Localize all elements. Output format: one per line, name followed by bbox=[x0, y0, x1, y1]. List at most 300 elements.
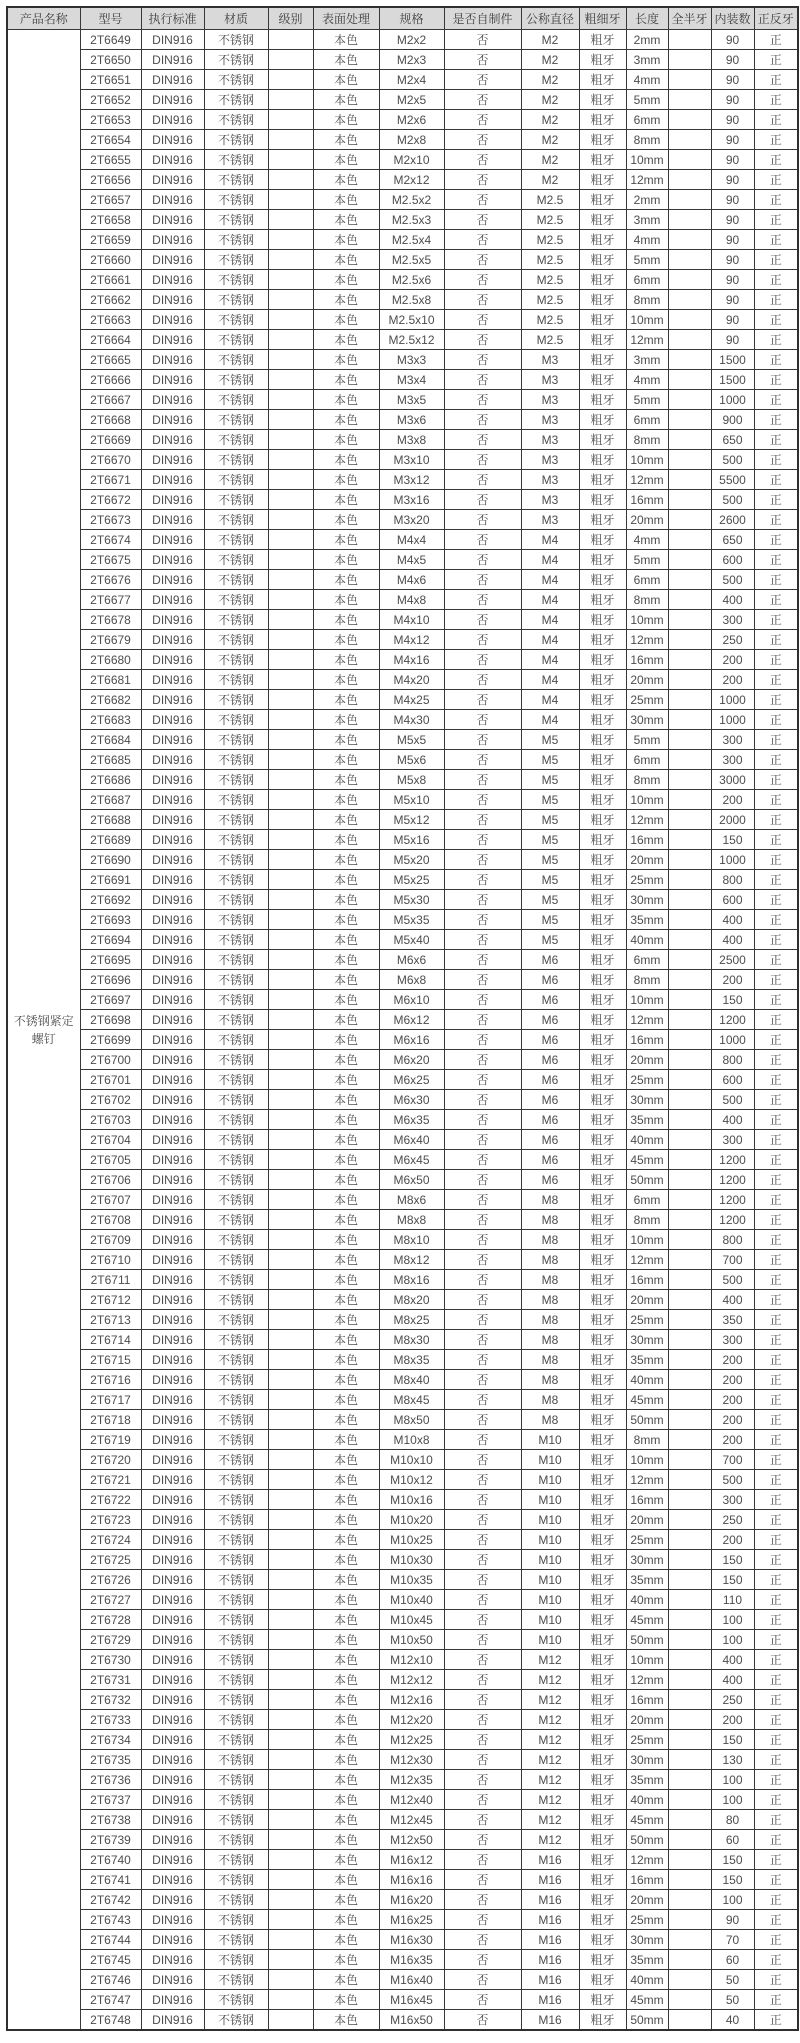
cell-pack-qty: 60 bbox=[711, 1830, 754, 1850]
cell-surface-treatment: 本色 bbox=[313, 810, 379, 830]
cell-surface-treatment: 本色 bbox=[313, 1910, 379, 1930]
cell-surface-treatment: 本色 bbox=[313, 190, 379, 210]
cell-direction: 正 bbox=[754, 1990, 798, 2010]
table-row bbox=[7, 1410, 798, 1430]
cell-grade bbox=[268, 90, 313, 110]
cell-full-half-thread bbox=[668, 1690, 711, 1710]
cell-pack-qty: 500 bbox=[711, 1470, 754, 1490]
table-row bbox=[7, 230, 798, 250]
cell-pack-qty: 300 bbox=[711, 610, 754, 630]
cell-surface-treatment: 本色 bbox=[313, 1250, 379, 1270]
cell-grade bbox=[268, 510, 313, 530]
cell-thread-type: 粗牙 bbox=[579, 1430, 626, 1450]
table-row bbox=[7, 910, 798, 930]
cell-spec: M2x4 bbox=[379, 70, 444, 90]
cell-direction: 正 bbox=[754, 590, 798, 610]
cell-grade bbox=[268, 110, 313, 130]
cell-thread-type: 粗牙 bbox=[579, 550, 626, 570]
cell-model: 2T6711 bbox=[80, 1270, 141, 1290]
cell-standard: DIN916 bbox=[141, 550, 204, 570]
cell-standard: DIN916 bbox=[141, 570, 204, 590]
cell-direction: 正 bbox=[754, 30, 798, 50]
cell-pack-qty: 150 bbox=[711, 1570, 754, 1590]
cell-surface-treatment: 本色 bbox=[313, 1510, 379, 1530]
cell-spec: M2.5x10 bbox=[379, 310, 444, 330]
cell-model: 2T6709 bbox=[80, 1230, 141, 1250]
cell-surface-treatment: 本色 bbox=[313, 1950, 379, 1970]
cell-material: 不锈钢 bbox=[204, 1750, 268, 1770]
cell-surface-treatment: 本色 bbox=[313, 350, 379, 370]
cell-thread-type: 粗牙 bbox=[579, 610, 626, 630]
cell-full-half-thread bbox=[668, 250, 711, 270]
cell-standard: DIN916 bbox=[141, 1030, 204, 1050]
cell-full-half-thread bbox=[668, 1010, 711, 1030]
cell-length: 4mm bbox=[626, 70, 668, 90]
table-row bbox=[7, 1470, 798, 1490]
cell-surface-treatment: 本色 bbox=[313, 1690, 379, 1710]
cell-length: 10mm bbox=[626, 610, 668, 630]
cell-length: 20mm bbox=[626, 1890, 668, 1910]
cell-thread-type: 粗牙 bbox=[579, 970, 626, 990]
cell-standard: DIN916 bbox=[141, 290, 204, 310]
cell-model: 2T6746 bbox=[80, 1970, 141, 1990]
cell-nominal-diameter: M16 bbox=[521, 1890, 579, 1910]
cell-surface-treatment: 本色 bbox=[313, 1810, 379, 1830]
column-header-product-name: 产品名称 bbox=[7, 7, 80, 30]
cell-grade bbox=[268, 710, 313, 730]
cell-grade bbox=[268, 70, 313, 90]
cell-material: 不锈钢 bbox=[204, 1050, 268, 1070]
table-row bbox=[7, 1430, 798, 1450]
cell-grade bbox=[268, 1870, 313, 1890]
cell-direction: 正 bbox=[754, 1430, 798, 1450]
cell-thread-type: 粗牙 bbox=[579, 1470, 626, 1490]
cell-direction: 正 bbox=[754, 1230, 798, 1250]
cell-length: 10mm bbox=[626, 990, 668, 1010]
cell-self-made: 否 bbox=[444, 950, 521, 970]
cell-self-made: 否 bbox=[444, 270, 521, 290]
cell-surface-treatment: 本色 bbox=[313, 1990, 379, 2010]
cell-direction: 正 bbox=[754, 1810, 798, 1830]
cell-length: 6mm bbox=[626, 110, 668, 130]
cell-standard: DIN916 bbox=[141, 670, 204, 690]
cell-material: 不锈钢 bbox=[204, 1910, 268, 1930]
cell-nominal-diameter: M2.5 bbox=[521, 330, 579, 350]
cell-material: 不锈钢 bbox=[204, 1530, 268, 1550]
cell-length: 40mm bbox=[626, 1130, 668, 1150]
cell-model: 2T6676 bbox=[80, 570, 141, 590]
cell-material: 不锈钢 bbox=[204, 890, 268, 910]
cell-material: 不锈钢 bbox=[204, 1170, 268, 1190]
cell-pack-qty: 400 bbox=[711, 1650, 754, 1670]
cell-direction: 正 bbox=[754, 1770, 798, 1790]
cell-thread-type: 粗牙 bbox=[579, 350, 626, 370]
cell-nominal-diameter: M16 bbox=[521, 1870, 579, 1890]
cell-pack-qty: 90 bbox=[711, 30, 754, 50]
cell-direction: 正 bbox=[754, 550, 798, 570]
cell-full-half-thread bbox=[668, 1070, 711, 1090]
cell-self-made: 否 bbox=[444, 690, 521, 710]
cell-direction: 正 bbox=[754, 1870, 798, 1890]
cell-full-half-thread bbox=[668, 1490, 711, 1510]
cell-thread-type: 粗牙 bbox=[579, 1990, 626, 2010]
cell-length: 40mm bbox=[626, 1370, 668, 1390]
cell-material: 不锈钢 bbox=[204, 390, 268, 410]
cell-thread-type: 粗牙 bbox=[579, 1970, 626, 1990]
cell-surface-treatment: 本色 bbox=[313, 1050, 379, 1070]
cell-material: 不锈钢 bbox=[204, 1290, 268, 1310]
cell-nominal-diameter: M12 bbox=[521, 1810, 579, 1830]
cell-nominal-diameter: M10 bbox=[521, 1430, 579, 1450]
cell-spec: M8x6 bbox=[379, 1190, 444, 1210]
cell-standard: DIN916 bbox=[141, 1890, 204, 1910]
cell-full-half-thread bbox=[668, 30, 711, 50]
cell-length: 12mm bbox=[626, 1850, 668, 1870]
cell-nominal-diameter: M16 bbox=[521, 1950, 579, 1970]
cell-material: 不锈钢 bbox=[204, 310, 268, 330]
cell-material: 不锈钢 bbox=[204, 830, 268, 850]
cell-full-half-thread bbox=[668, 490, 711, 510]
cell-full-half-thread bbox=[668, 310, 711, 330]
cell-standard: DIN916 bbox=[141, 1270, 204, 1290]
cell-length: 25mm bbox=[626, 1730, 668, 1750]
cell-surface-treatment: 本色 bbox=[313, 1890, 379, 1910]
cell-self-made: 否 bbox=[444, 1350, 521, 1370]
cell-self-made: 否 bbox=[444, 1810, 521, 1830]
cell-model: 2T6708 bbox=[80, 1210, 141, 1230]
cell-nominal-diameter: M12 bbox=[521, 1710, 579, 1730]
cell-length: 45mm bbox=[626, 1390, 668, 1410]
cell-model: 2T6673 bbox=[80, 510, 141, 530]
table-row bbox=[7, 1350, 798, 1370]
cell-nominal-diameter: M6 bbox=[521, 1010, 579, 1030]
cell-thread-type: 粗牙 bbox=[579, 1690, 626, 1710]
cell-spec: M8x25 bbox=[379, 1310, 444, 1330]
cell-surface-treatment: 本色 bbox=[313, 170, 379, 190]
cell-direction: 正 bbox=[754, 1630, 798, 1650]
cell-direction: 正 bbox=[754, 1310, 798, 1330]
cell-standard: DIN916 bbox=[141, 1810, 204, 1830]
cell-standard: DIN916 bbox=[141, 1330, 204, 1350]
cell-direction: 正 bbox=[754, 1790, 798, 1810]
cell-material: 不锈钢 bbox=[204, 510, 268, 530]
cell-pack-qty: 1200 bbox=[711, 1190, 754, 1210]
cell-material: 不锈钢 bbox=[204, 50, 268, 70]
cell-model: 2T6716 bbox=[80, 1370, 141, 1390]
cell-model: 2T6745 bbox=[80, 1950, 141, 1970]
cell-direction: 正 bbox=[754, 530, 798, 550]
cell-thread-type: 粗牙 bbox=[579, 2010, 626, 2031]
cell-self-made: 否 bbox=[444, 1170, 521, 1190]
cell-grade bbox=[268, 1930, 313, 1950]
cell-full-half-thread bbox=[668, 1970, 711, 1990]
table-row bbox=[7, 450, 798, 470]
cell-surface-treatment: 本色 bbox=[313, 550, 379, 570]
cell-standard: DIN916 bbox=[141, 130, 204, 150]
cell-standard: DIN916 bbox=[141, 250, 204, 270]
cell-thread-type: 粗牙 bbox=[579, 490, 626, 510]
cell-length: 16mm bbox=[626, 1870, 668, 1890]
cell-model: 2T6736 bbox=[80, 1770, 141, 1790]
cell-material: 不锈钢 bbox=[204, 110, 268, 130]
cell-surface-treatment: 本色 bbox=[313, 1530, 379, 1550]
cell-length: 2mm bbox=[626, 30, 668, 50]
cell-model: 2T6700 bbox=[80, 1050, 141, 1070]
cell-material: 不锈钢 bbox=[204, 1930, 268, 1950]
cell-direction: 正 bbox=[754, 270, 798, 290]
table-row bbox=[7, 1210, 798, 1230]
cell-direction: 正 bbox=[754, 1570, 798, 1590]
cell-grade bbox=[268, 1550, 313, 1570]
cell-material: 不锈钢 bbox=[204, 930, 268, 950]
cell-full-half-thread bbox=[668, 850, 711, 870]
cell-material: 不锈钢 bbox=[204, 870, 268, 890]
cell-nominal-diameter: M4 bbox=[521, 670, 579, 690]
cell-spec: M16x25 bbox=[379, 1910, 444, 1930]
cell-spec: M5x35 bbox=[379, 910, 444, 930]
cell-material: 不锈钢 bbox=[204, 1730, 268, 1750]
cell-model: 2T6661 bbox=[80, 270, 141, 290]
cell-thread-type: 粗牙 bbox=[579, 1190, 626, 1210]
cell-full-half-thread bbox=[668, 1750, 711, 1770]
cell-material: 不锈钢 bbox=[204, 1950, 268, 1970]
cell-material: 不锈钢 bbox=[204, 1090, 268, 1110]
cell-self-made: 否 bbox=[444, 770, 521, 790]
table-row bbox=[7, 550, 798, 570]
table-row bbox=[7, 1750, 798, 1770]
cell-spec: M6x8 bbox=[379, 970, 444, 990]
table-row bbox=[7, 650, 798, 670]
cell-standard: DIN916 bbox=[141, 1990, 204, 2010]
cell-standard: DIN916 bbox=[141, 230, 204, 250]
cell-surface-treatment: 本色 bbox=[313, 510, 379, 530]
cell-material: 不锈钢 bbox=[204, 70, 268, 90]
cell-length: 50mm bbox=[626, 1830, 668, 1850]
cell-grade bbox=[268, 1290, 313, 1310]
cell-thread-type: 粗牙 bbox=[579, 910, 626, 930]
cell-thread-type: 粗牙 bbox=[579, 1790, 626, 1810]
cell-model: 2T6689 bbox=[80, 830, 141, 850]
cell-grade bbox=[268, 170, 313, 190]
cell-standard: DIN916 bbox=[141, 1130, 204, 1150]
cell-spec: M4x5 bbox=[379, 550, 444, 570]
cell-model: 2T6697 bbox=[80, 990, 141, 1010]
cell-model: 2T6696 bbox=[80, 970, 141, 990]
cell-full-half-thread bbox=[668, 1350, 711, 1370]
cell-material: 不锈钢 bbox=[204, 1130, 268, 1150]
cell-standard: DIN916 bbox=[141, 1730, 204, 1750]
cell-surface-treatment: 本色 bbox=[313, 1610, 379, 1630]
cell-grade bbox=[268, 1350, 313, 1370]
cell-standard: DIN916 bbox=[141, 1630, 204, 1650]
cell-thread-type: 粗牙 bbox=[579, 450, 626, 470]
cell-spec: M5x30 bbox=[379, 890, 444, 910]
cell-surface-treatment: 本色 bbox=[313, 1850, 379, 1870]
cell-surface-treatment: 本色 bbox=[313, 870, 379, 890]
cell-pack-qty: 90 bbox=[711, 230, 754, 250]
cell-grade bbox=[268, 1370, 313, 1390]
cell-model: 2T6710 bbox=[80, 1250, 141, 1270]
cell-nominal-diameter: M8 bbox=[521, 1270, 579, 1290]
cell-direction: 正 bbox=[754, 170, 798, 190]
cell-direction: 正 bbox=[754, 1970, 798, 1990]
cell-material: 不锈钢 bbox=[204, 470, 268, 490]
cell-thread-type: 粗牙 bbox=[579, 850, 626, 870]
cell-self-made: 否 bbox=[444, 970, 521, 990]
cell-material: 不锈钢 bbox=[204, 570, 268, 590]
cell-length: 10mm bbox=[626, 1230, 668, 1250]
cell-pack-qty: 150 bbox=[711, 1870, 754, 1890]
table-row bbox=[7, 1110, 798, 1130]
cell-pack-qty: 400 bbox=[711, 1670, 754, 1690]
cell-length: 40mm bbox=[626, 1970, 668, 1990]
cell-thread-type: 粗牙 bbox=[579, 650, 626, 670]
cell-direction: 正 bbox=[754, 630, 798, 650]
cell-grade bbox=[268, 1390, 313, 1410]
cell-pack-qty: 200 bbox=[711, 1370, 754, 1390]
cell-grade bbox=[268, 1590, 313, 1610]
cell-length: 25mm bbox=[626, 1070, 668, 1090]
cell-material: 不锈钢 bbox=[204, 1630, 268, 1650]
cell-material: 不锈钢 bbox=[204, 610, 268, 630]
cell-thread-type: 粗牙 bbox=[579, 1250, 626, 1270]
cell-surface-treatment: 本色 bbox=[313, 1970, 379, 1990]
cell-direction: 正 bbox=[754, 1670, 798, 1690]
cell-nominal-diameter: M5 bbox=[521, 850, 579, 870]
cell-model: 2T6730 bbox=[80, 1650, 141, 1670]
table-row bbox=[7, 50, 798, 70]
cell-self-made: 否 bbox=[444, 930, 521, 950]
cell-self-made: 否 bbox=[444, 590, 521, 610]
cell-surface-treatment: 本色 bbox=[313, 90, 379, 110]
cell-material: 不锈钢 bbox=[204, 1770, 268, 1790]
cell-grade bbox=[268, 830, 313, 850]
cell-surface-treatment: 本色 bbox=[313, 1450, 379, 1470]
cell-grade bbox=[268, 1070, 313, 1090]
cell-direction: 正 bbox=[754, 570, 798, 590]
cell-grade bbox=[268, 1510, 313, 1530]
cell-standard: DIN916 bbox=[141, 70, 204, 90]
cell-length: 30mm bbox=[626, 1750, 668, 1770]
cell-pack-qty: 90 bbox=[711, 310, 754, 330]
cell-surface-treatment: 本色 bbox=[313, 990, 379, 1010]
cell-model: 2T6738 bbox=[80, 1810, 141, 1830]
cell-length: 6mm bbox=[626, 750, 668, 770]
cell-full-half-thread bbox=[668, 1830, 711, 1850]
cell-surface-treatment: 本色 bbox=[313, 1390, 379, 1410]
cell-grade bbox=[268, 1890, 313, 1910]
cell-full-half-thread bbox=[668, 1390, 711, 1410]
cell-spec: M2x6 bbox=[379, 110, 444, 130]
cell-standard: DIN916 bbox=[141, 1790, 204, 1810]
table-row bbox=[7, 190, 798, 210]
cell-self-made: 否 bbox=[444, 1250, 521, 1270]
cell-thread-type: 粗牙 bbox=[579, 110, 626, 130]
table-row bbox=[7, 1870, 798, 1890]
cell-standard: DIN916 bbox=[141, 1530, 204, 1550]
cell-grade bbox=[268, 910, 313, 930]
cell-nominal-diameter: M8 bbox=[521, 1350, 579, 1370]
cell-full-half-thread bbox=[668, 1330, 711, 1350]
cell-spec: M2x2 bbox=[379, 30, 444, 50]
cell-length: 30mm bbox=[626, 1550, 668, 1570]
cell-spec: M12x40 bbox=[379, 1790, 444, 1810]
cell-pack-qty: 110 bbox=[711, 1590, 754, 1610]
cell-self-made: 否 bbox=[444, 750, 521, 770]
cell-nominal-diameter: M8 bbox=[521, 1230, 579, 1250]
cell-spec: M2.5x12 bbox=[379, 330, 444, 350]
cell-self-made: 否 bbox=[444, 1630, 521, 1650]
cell-direction: 正 bbox=[754, 1270, 798, 1290]
cell-standard: DIN916 bbox=[141, 1470, 204, 1490]
cell-nominal-diameter: M6 bbox=[521, 1050, 579, 1070]
cell-thread-type: 粗牙 bbox=[579, 290, 626, 310]
cell-nominal-diameter: M2 bbox=[521, 150, 579, 170]
cell-nominal-diameter: M3 bbox=[521, 490, 579, 510]
cell-thread-type: 粗牙 bbox=[579, 230, 626, 250]
cell-spec: M6x12 bbox=[379, 1010, 444, 1030]
cell-nominal-diameter: M16 bbox=[521, 1910, 579, 1930]
cell-standard: DIN916 bbox=[141, 410, 204, 430]
cell-self-made: 否 bbox=[444, 1030, 521, 1050]
cell-spec: M2.5x5 bbox=[379, 250, 444, 270]
cell-self-made: 否 bbox=[444, 1390, 521, 1410]
table-row bbox=[7, 1270, 798, 1290]
cell-nominal-diameter: M12 bbox=[521, 1690, 579, 1710]
cell-direction: 正 bbox=[754, 470, 798, 490]
cell-grade bbox=[268, 810, 313, 830]
cell-full-half-thread bbox=[668, 570, 711, 590]
cell-material: 不锈钢 bbox=[204, 1310, 268, 1330]
cell-length: 6mm bbox=[626, 1190, 668, 1210]
cell-thread-type: 粗牙 bbox=[579, 1570, 626, 1590]
table-row bbox=[7, 170, 798, 190]
cell-material: 不锈钢 bbox=[204, 1450, 268, 1470]
cell-full-half-thread bbox=[668, 450, 711, 470]
table-row bbox=[7, 770, 798, 790]
cell-length: 35mm bbox=[626, 1350, 668, 1370]
cell-surface-treatment: 本色 bbox=[313, 1310, 379, 1330]
table-row bbox=[7, 610, 798, 630]
cell-standard: DIN916 bbox=[141, 1590, 204, 1610]
cell-spec: M2.5x3 bbox=[379, 210, 444, 230]
cell-full-half-thread bbox=[668, 1370, 711, 1390]
table-row bbox=[7, 410, 798, 430]
cell-grade bbox=[268, 1970, 313, 1990]
cell-spec: M3x5 bbox=[379, 390, 444, 410]
cell-spec: M10x8 bbox=[379, 1430, 444, 1450]
cell-self-made: 否 bbox=[444, 1930, 521, 1950]
cell-model: 2T6675 bbox=[80, 550, 141, 570]
cell-model: 2T6654 bbox=[80, 130, 141, 150]
table-row bbox=[7, 1370, 798, 1390]
cell-direction: 正 bbox=[754, 790, 798, 810]
cell-full-half-thread bbox=[668, 790, 711, 810]
cell-material: 不锈钢 bbox=[204, 1390, 268, 1410]
table-row bbox=[7, 430, 798, 450]
cell-length: 25mm bbox=[626, 1910, 668, 1930]
cell-length: 12mm bbox=[626, 330, 668, 350]
cell-standard: DIN916 bbox=[141, 1970, 204, 1990]
cell-self-made: 否 bbox=[444, 1190, 521, 1210]
table-row bbox=[7, 1850, 798, 1870]
cell-thread-type: 粗牙 bbox=[579, 510, 626, 530]
cell-length: 12mm bbox=[626, 1250, 668, 1270]
cell-nominal-diameter: M2.5 bbox=[521, 190, 579, 210]
column-header-self-made: 是否自制件 bbox=[444, 7, 521, 30]
cell-spec: M6x40 bbox=[379, 1130, 444, 1150]
cell-pack-qty: 2600 bbox=[711, 510, 754, 530]
